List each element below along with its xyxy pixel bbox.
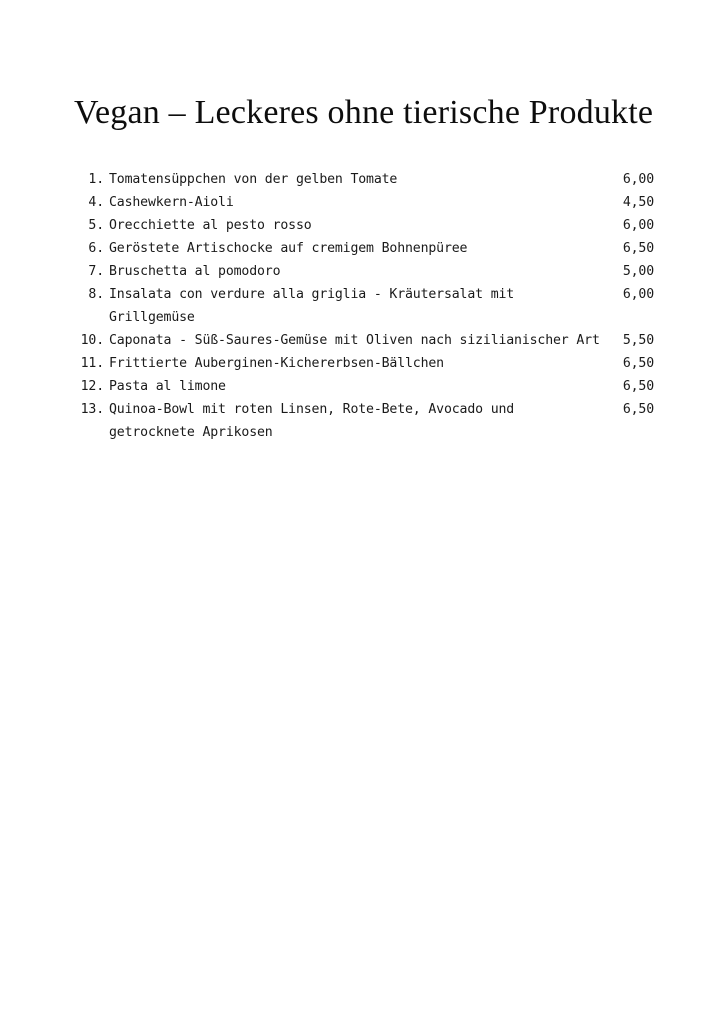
menu-item-price: 4,50 [622,195,654,210]
menu-item-name: Bruschetta al pomodoro [109,264,281,279]
menu-item-name: Insalata con verdure alla griglia - Kräutersalat mit Grillgemüse [109,287,515,325]
menu-item-number: 13. [80,402,104,417]
page-title: Vegan – Leckeres ohne tierische Produkte [74,93,654,131]
menu-item-price: 5,50 [622,333,654,348]
menu-item-row [78,237,654,260]
menu-item-price: 6,50 [622,402,654,417]
menu-item-row [78,329,654,352]
menu-item-name: Cashewkern-Aioli [109,195,234,210]
menu-item-price: 6,00 [622,218,654,233]
menu-item-price: 6,50 [622,241,654,256]
menu-item-name: Geröstete Artischocke auf cremigem Bohnenpüree [109,241,468,256]
menu-item-price: 5,00 [622,264,654,279]
menu-item-name: Frittierte Auberginen-Kichererbsen-Bällchen [109,356,444,371]
menu-item-number: 6. [88,241,104,256]
menu-item-price: 6,50 [622,356,654,371]
menu-item-row [78,398,654,444]
menu-item-row [78,352,654,375]
menu-item-number: 4. [88,195,104,210]
menu-item-name: Orecchiette al pesto rosso [109,218,312,233]
menu-item-number: 11. [80,356,104,371]
menu-item-name: Tomatensüppchen von der gelben Tomate [109,172,398,187]
menu-item-row [78,260,654,283]
menu-item-list [78,168,654,444]
menu-item-row [78,283,654,329]
menu-item-name: Quinoa-Bowl mit roten Linsen, Rote-Bete, Avocado und getrocknete Aprikosen [109,402,515,440]
menu-item-row [78,191,654,214]
menu-item-row [78,375,654,398]
menu-item-name: Caponata - Süß-Saures-Gemüse mit Oliven nach sizilianischer Art [109,333,600,348]
menu-item-name: Pasta al limone [109,379,226,394]
menu-item-price: 6,00 [622,287,654,302]
menu-item-price: 6,00 [622,172,654,187]
menu-item-number: 10. [80,333,104,348]
menu-item-price: 6,50 [622,379,654,394]
menu-item-number: 7. [88,264,104,279]
menu-item-row [78,214,654,237]
menu-item-number: 12. [80,379,104,394]
menu-item-number: 5. [88,218,104,233]
menu-item-number: 1. [88,172,104,187]
menu-item-number: 8. [88,287,104,302]
menu-item-row [78,168,654,191]
